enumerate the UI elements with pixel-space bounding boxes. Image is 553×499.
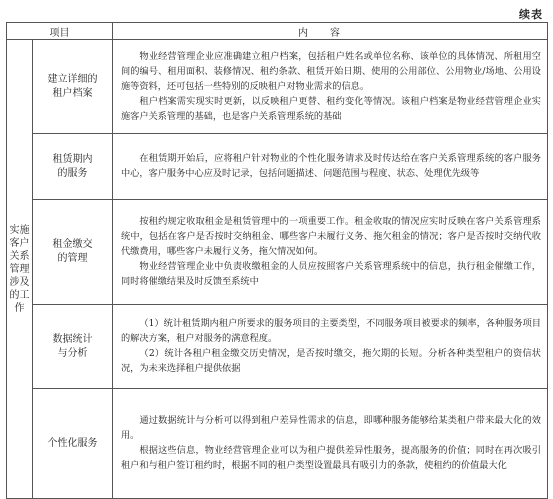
- group-label-cell: [7, 40, 33, 499]
- management-table: [6, 22, 548, 499]
- row-label-line: 租户档案: [52, 87, 93, 99]
- content-paragraph: 物业经营管理企业应准确建立租户档案，包括租户姓名或单位名称、该单位的具体情况、所租用空间的编号、租用面积、装修情况、租约条款、租赁开始日期、使用的公用部位、公用物业/场地、公用设施等资料，还可包括一些特别的反映租户对物业需求的信息。: [121, 50, 541, 92]
- row-content: [113, 200, 548, 305]
- row-label: [33, 40, 113, 134]
- content-paragraph: （1）统计租赁期内租户所要求的服务项目的主要类型，不同服务项目被要求的频率，各种服务项目的解决方案，租户对服务的满意程度。: [121, 318, 541, 344]
- header-item: 项目: [7, 23, 113, 40]
- row-label: [33, 305, 113, 389]
- row-content: [113, 40, 548, 134]
- content-paragraph: 物业经营管理企业中负责收缴租金的人员应按照客户关系管理系统中的信息，执行租金催缴工作，同时将催缴结果及时反馈至系统中: [121, 261, 541, 287]
- row-label: [33, 134, 113, 200]
- row-label-line: 租赁期内: [52, 153, 93, 165]
- table-row: [7, 40, 548, 134]
- row-label: [33, 389, 113, 499]
- row-label-line: 建立详细的: [47, 73, 98, 85]
- row-label-line: 的管理: [57, 253, 88, 264]
- group-label-line: 客户: [9, 237, 30, 249]
- row-content: [113, 134, 548, 200]
- row-label-line: 的服务: [57, 167, 88, 179]
- content-paragraph: 按租约规定收取租金是租赁管理中的一项重要工作。租金收取的情况应实时反映在客户关系管理系统中，包括在客户是否按时交纳租金、哪些客户未履行义务、拖欠租金的情况；客户是否按时交纳代收代缴费用，哪些客户未履行义务，拖欠情况如何。: [121, 216, 541, 257]
- row-label-line: 与分析: [57, 347, 88, 359]
- group-label-line: 涉及: [9, 276, 30, 288]
- row-label-line: 数据统计: [52, 333, 93, 345]
- group-label-line: 的工: [9, 289, 30, 301]
- group-label-line: 实施: [9, 224, 30, 236]
- table-row: [7, 389, 548, 499]
- table-row: [7, 134, 548, 200]
- row-label-line: 个性化服务: [47, 437, 98, 449]
- content-paragraph: （2）统计各租户租金缴交历史情况，是否按时缴交，拖欠期的长短。分析各种类型租户的资信状况，为未来选择租户提供依据: [121, 348, 541, 374]
- header-row: [7, 23, 548, 40]
- row-label: [33, 200, 113, 305]
- group-label-line: 作: [14, 302, 25, 314]
- row-content: [113, 389, 548, 499]
- header-content: 内容: [113, 23, 548, 40]
- group-label-line: 管理: [9, 263, 30, 275]
- continued-label: 续表: [519, 8, 543, 21]
- content-paragraph: 通过数据统计与分析可以得到租户差异性需求的信息，即哪种服务能够给某类租户带来最大化的效用。: [121, 415, 541, 441]
- table-row: [7, 305, 548, 389]
- content-paragraph: 在租赁期开始后，应将租户针对物业的个性化服务请求及时传达给在客户关系管理系统的客户服务中心，客户服务中心应及时记录，包括问题描述、问题范围与程度、状态、处理优先级等: [121, 153, 541, 179]
- row-label-line: 租金缴交: [52, 239, 93, 250]
- content-paragraph: 根据这些信息，物业经营管理企业可以为租户提供差异性服务，提高服务的价值；同时在再次吸引租户和与租户签订租约时，根据不同的租户类型设置最具有吸引力的条款，使租约的价值最大化: [121, 445, 541, 471]
- group-label-line: 关系: [9, 250, 30, 262]
- content-paragraph: 租户档案需实现实时更新，以反映租户更替、租约变化等情况。该租户档案是物业经营管理企业实施客户关系管理的基础，也是客户关系管理系统的基础: [121, 95, 541, 122]
- table-row: [7, 200, 548, 305]
- row-content: [113, 305, 548, 389]
